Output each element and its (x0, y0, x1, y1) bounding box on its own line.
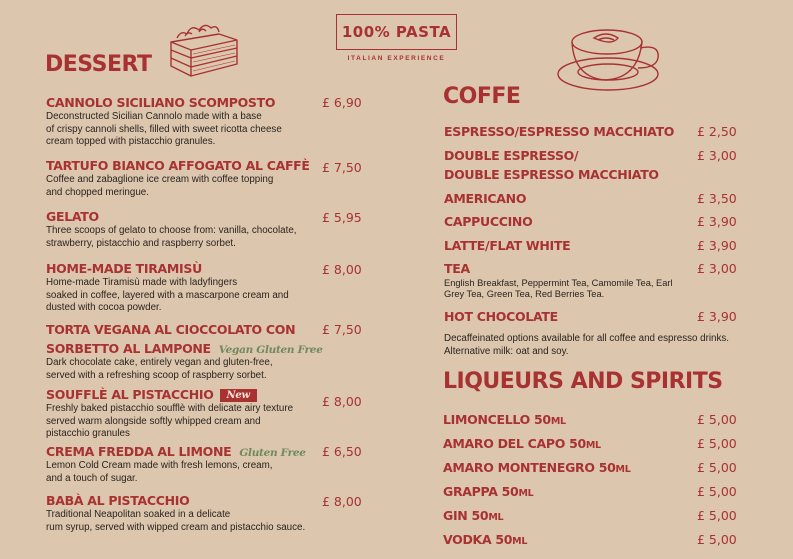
liqueur-item-limoncello: LIMONCELLO 50ML (443, 412, 566, 427)
item-desc: Traditional Neapolitan soaked in a delicate rum syrup, served with wipped cream and pistacchio sauce. (46, 509, 306, 533)
item-price: £ 8,00 (322, 262, 362, 277)
item-price: £ 5,00 (697, 436, 737, 451)
coffee-item-latte: LATTE/FLAT WHITE (444, 238, 571, 253)
item-price: £ 5,00 (697, 412, 737, 427)
dessert-item (46, 444, 321, 485)
logo-subtitle: ITALIAN EXPERIENCE (347, 55, 446, 62)
liqueur-item-amaro-del-capo: AMARO DEL CAPO 50ML (443, 436, 601, 451)
coffee-item-double-espresso: DOUBLE ESPRESSO/ (444, 148, 579, 163)
item-title: HOME-MADE TIRAMISÙ (46, 261, 202, 276)
coffee-item-double-espresso-line2: DOUBLE ESPRESSO MACCHIATO (444, 167, 659, 182)
item-title: CANNOLO SICILIANO SCOMPOSTO (46, 95, 276, 110)
coffee-note: Decaffeinated options available for all coffee and espresso drinks. Alternative milk: oat and soy. (444, 333, 730, 357)
dessert-item (46, 158, 316, 199)
item-price: £ 3,50 (697, 191, 737, 206)
item-title: SOUFFLÈ AL PISTACCHIO New (46, 387, 321, 402)
item-title: TEA (444, 261, 470, 276)
dessert-item (46, 95, 316, 149)
item-price: £ 7,50 (322, 160, 362, 175)
item-price: £ 3,90 (697, 214, 737, 229)
item-price: £ 3,90 (697, 238, 737, 253)
liqueur-item-amaro-montenegro: AMARO MONTENEGRO 50ML (443, 460, 631, 475)
coffee-item-espresso: ESPRESSO/ESPRESSO MACCHIATO (444, 124, 675, 139)
item-title-line2: SORBETTO AL LAMPONE Vegan Gluten Free (46, 341, 323, 356)
item-desc: Deconstructed Sicilian Cannolo made with a base of crispy cannoli shells, filled with sweet ricotta cheese cream topped with pistacchio granules. (46, 111, 282, 148)
dessert-item (46, 209, 316, 250)
item-desc: Three scoops of gelato to choose from: vanilla, chocolate, strawberry, pistacchio and raspberry sorbet. (46, 225, 297, 249)
coffee-item-hot-chocolate: HOT CHOCOLATE (444, 309, 558, 324)
item-desc: Dark chocolate cake, entirely vegan and gluten-free, served with a refreshing scoop of raspberry sorbet. (46, 357, 273, 381)
item-title: TORTA VEGANA AL CIOCCOLATO CON (46, 322, 296, 337)
item-title: TARTUFO BIANCO AFFOGATO AL CAFFÈ (46, 158, 310, 173)
item-price: £ 6,50 (322, 444, 362, 459)
liqueur-item-vodka: VODKA 50ML (443, 532, 528, 547)
logo-title-box (336, 14, 457, 50)
item-title: BABÀ AL PISTACCHIO (46, 493, 190, 508)
liqueurs-heading: LIQUEURS AND SPIRITS (443, 369, 723, 394)
item-price: £ 5,00 (697, 532, 737, 547)
coffee-heading: COFFE (443, 84, 521, 109)
item-price: £ 3,00 (697, 261, 737, 276)
item-desc: Coffee and zabaglione ice cream with coffee topping and chopped meringue. (46, 174, 274, 198)
item-price: £ 8,00 (322, 394, 362, 409)
item-price: £ 5,00 (697, 508, 737, 523)
item-desc: Lemon Cold Cream made with fresh lemons, cream, and a touch of sugar. (46, 460, 273, 484)
item-title: GELATO (46, 209, 99, 224)
dessert-item (46, 493, 326, 534)
liqueur-item-gin: GIN 50ML (443, 508, 504, 523)
item-price: £ 5,00 (697, 460, 737, 475)
item-price: £ 7,50 (322, 322, 362, 337)
item-price: £ 5,00 (697, 484, 737, 499)
dessert-item (46, 387, 321, 441)
item-price: £ 2,50 (697, 124, 737, 139)
item-desc: Freshly baked pistacchio soufflè with delicate airy texture served warm alongside softly whipped cream and pistacchio granules (46, 403, 294, 440)
item-desc: English Breakfast, Peppermint Tea, Camomile Tea, Earl Grey Tea, Green Tea, Red Berries Tea. (444, 278, 673, 299)
new-badge: New (220, 389, 257, 402)
item-desc: Home-made Tiramisù made with ladyfingers soaked in coffee, layered with a mascarpone cream and dusted with cocoa powder. (46, 277, 289, 314)
coffee-item-tea (444, 261, 694, 300)
cake-icon (163, 14, 243, 80)
dessert-item (46, 261, 316, 315)
coffee-cup-icon (554, 22, 666, 94)
item-price: £ 3,00 (697, 148, 737, 163)
item-price: £ 6,90 (322, 95, 362, 110)
coffee-item-americano: AMERICANO (444, 191, 527, 206)
liqueur-item-grappa: GRAPPA 50ML (443, 484, 534, 499)
item-price: £ 3,90 (697, 309, 737, 324)
dessert-heading: DESSERT (45, 52, 152, 77)
item-price: £ 5,95 (322, 210, 362, 225)
dessert-item (46, 322, 321, 382)
coffee-item-cappuccino: CAPPUCCINO (444, 214, 533, 229)
logo-title: 100% PASTA (341, 23, 452, 41)
gluten-free-tag: Gluten Free (239, 447, 306, 459)
item-price: £ 8,00 (322, 494, 362, 509)
item-title: CREMA FREDDA AL LIMONE Gluten Free (46, 444, 306, 459)
logo (336, 14, 460, 62)
vegan-gluten-free-tag: Vegan Gluten Free (218, 344, 323, 356)
